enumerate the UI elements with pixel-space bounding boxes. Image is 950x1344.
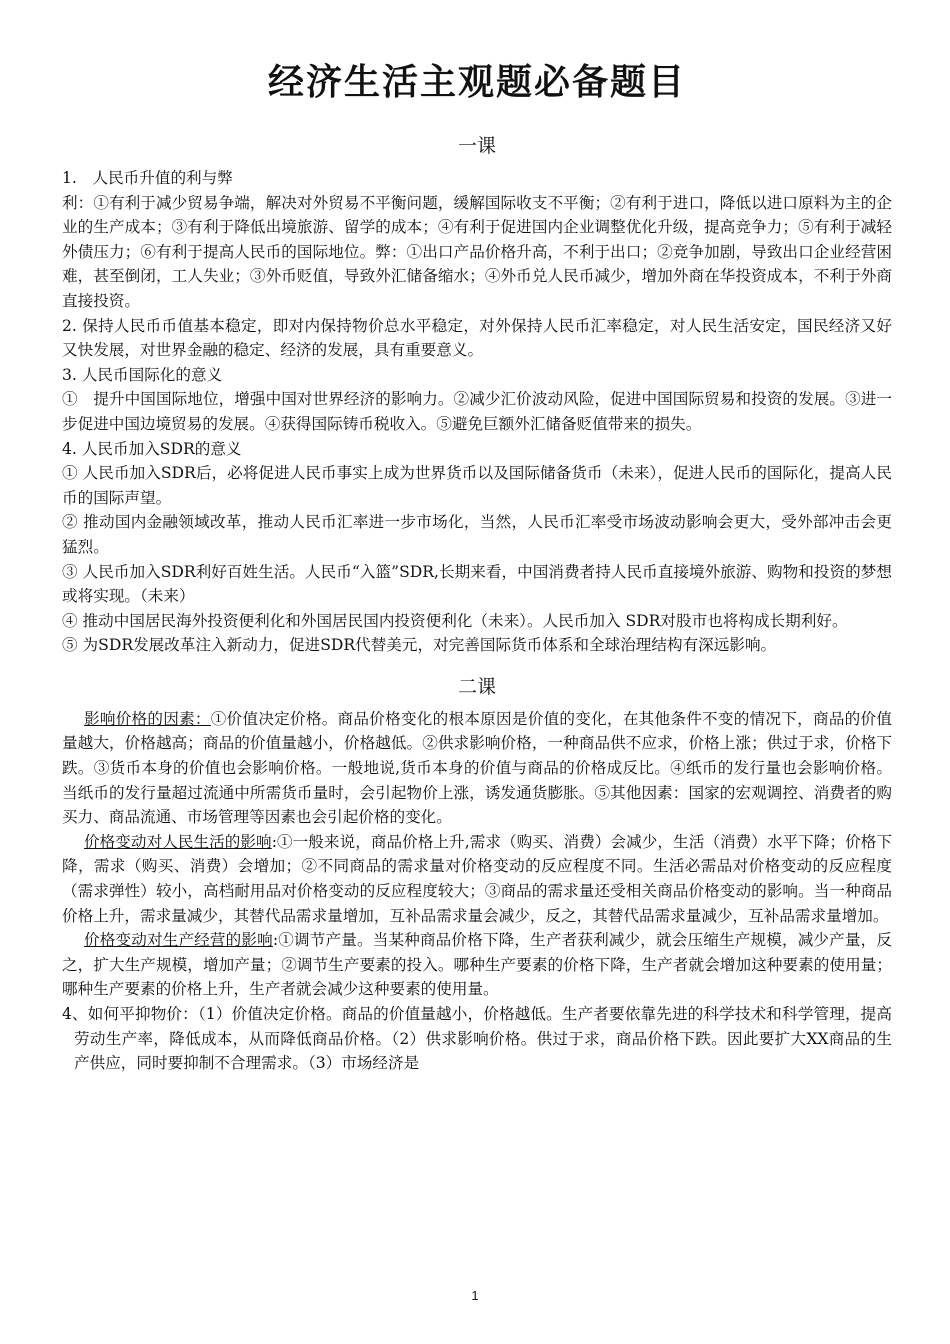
lesson-2-heading: 二课 (457, 675, 496, 698)
lesson1-item1-heading: 1. 人民币升值的利与弊 (62, 169, 233, 187)
production-impact-text: :①调节产量。当某种商品价格下降，生产者获利减少，就会压缩生产规模，减少产量，反之，扩大生产规模，增加产量；②调节生产要素的投入。哪种生产要素的价格下降，生产者就会增加这种要素的使用量；哪种生产要素的价格上升，生产者就会减少这种要素的使用量。 (62, 931, 892, 999)
document-page (62, 40, 892, 1076)
life-impact-label: 价格变动对人民生活的影响 (84, 832, 272, 851)
page-number: 1 (471, 1288, 479, 1303)
lesson1-item4-point3: ③ 人民币加入SDR利好百姓生活。人民币“入篮”SDR,长期来看，中国消费者持人民币直接境外旅游、购物和投资的梦想或将实现。（未来） (62, 562, 892, 606)
lesson1-item2: 2. 保持人民币币值基本稳定，即对内保持物价总水平稳定，对外保持人民币汇率稳定，对人民生活安定，国民经济又好又快发展，对世界金融的稳定、经济的发展，具有重要意义。 (62, 316, 892, 360)
lesson2-price-factors (62, 707, 892, 830)
lesson1-item3-heading: 3. 人民币国际化的意义 (62, 365, 223, 384)
lesson1-item4-point4: ④ 推动中国居民海外投资便利化和外国居民国内投资便利化（未来）。人民币加入 SDR对股市也将构成长期利好。 (62, 611, 848, 630)
lesson1-pros-cons: 利：①有利于减少贸易争端，解决对外贸易不平衡问题，缓解国际收支不平衡；②有利于进口，降低以进口原料为主的企业的生产成本；③有利于降低出境旅游、留学的成本；④有利于促进国内企业调整优化升级，提高竞争力；⑤有利于减轻外债压力；⑥有利于提高人民币的国际地位。弊：①出口产品价格升高，不利于出口；②竞争加剧，导致出口企业经营困难，甚至倒闭，工人失业；③外币贬值，导致外汇储备缩水；④外币兑人民币减少，增加外商在华投资成本，不利于外商直接投资。 (62, 193, 892, 310)
lesson-1-heading: 一课 (457, 135, 496, 157)
lesson1-item4-point2: ② 推动国内金融领域改革，推动人民币汇率进一步市场化，当然，人民币汇率受市场波动影响会更大，受外部冲击会更猛烈。 (62, 513, 892, 556)
life-impact-text: :①一般来说，商品价格上升,需求（购买、消费）会减少，生活（消费）水平下降；价格下降，需求（购买、消费）会增加；②不同商品的需求量对价格变动的反应程度不同。生活必需品对价格变动的反应程度（需求弹性）较小，高档耐用品对价格变动的反应程度较大；③商品的需求量还受相关商品价格变动的影响。当一种商品价格上升，需求量减少，其替代品需求量增加，互补品需求量会减少，反之，其替代品需求量减少，互补品需求量增加。 (62, 832, 892, 925)
production-impact-label: 价格变动对生产经营的影响 (84, 931, 273, 950)
lesson2-life-impact (62, 830, 892, 928)
lesson2-production-impact (62, 928, 892, 1002)
price-factors-text: ①价值决定价格。商品价格变化的根本原因是价值的变化，在其他条件不变的情况下，商品的价值量越大，价格越高；商品的价值量越小，价格越低。②供求影响价格，一种商品供不应求，价格上涨；供过于求，价格下跌。③货币本身的价值也会影响价格。一般地说,货币本身的价值与商品的价格成反比。④纸币的发行量也会影响价格。当纸币的发行量超过流通中所需货币量时，会引起物价上涨，诱发通货膨胀。⑤其他因素：国家的宏观调控、消费者的购买力、商品流通、市场管理等因素也会引起价格的变化。 (62, 709, 892, 827)
price-factors-label: 影响价格的因素： (84, 709, 211, 728)
document-title: 经济生活主观题必备题目 (267, 62, 686, 103)
lesson1-item4-point5: ⑤ 为SDR发展改革注入新动力，促进SDR代替美元，对完善国际货币体系和全球治理结构有深远影响。 (62, 636, 777, 655)
lesson2-item4: 4、如何平抑物价：（1）价值决定价格。商品的价值量越小，价格越低。生产者要依靠先进的科学技术和科学管理，提高劳动生产率，降低成本，从而降低商品价格。（2）供求影响价格。供过于求，商品价格下跌。因此要扩大XX商品的生产供应，同时要抑制不合理需求。（3）市场经济是 (62, 1005, 892, 1073)
lesson1-item4-point1: ① 人民币加入SDR后，必将促进人民币事实上成为世界货币以及国际储备货币（未来），促进人民币的国际化，提高人民币的国际声望。 (62, 464, 892, 507)
lesson1-item4-heading: 4. 人民币加入SDR的意义 (62, 439, 242, 458)
lesson1-item3-body: ① 提升中国国际地位，增强中国对世界经济的影响力。②减少汇价波动风险，促进中国国际贸易和投资的发展。③进一步促进中国边境贸易的发展。④获得国际铸币税收入。⑤避免巨额外汇储备贬值带来的损失。 (62, 390, 892, 433)
